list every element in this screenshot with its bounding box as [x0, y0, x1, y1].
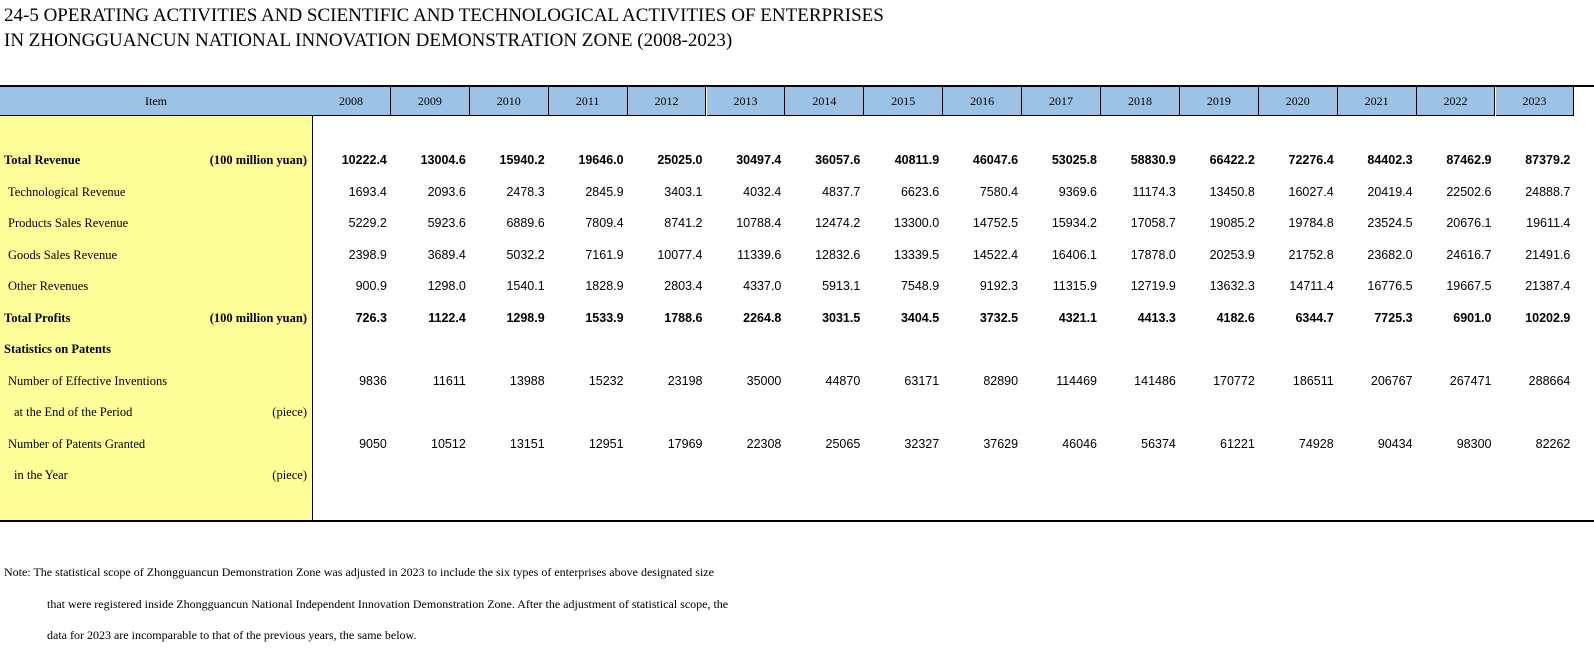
- year-header-2017: 2017: [1022, 87, 1101, 116]
- table-cell: 16776.5: [1367, 279, 1413, 293]
- table-cell: 36057.6: [815, 153, 861, 167]
- table-cell: 900.9: [355, 279, 387, 293]
- table-bottom-rule: [0, 520, 1594, 522]
- table-cell: 4337.0: [743, 279, 782, 293]
- table-cell: 35000: [746, 374, 782, 388]
- table-cell: 14711.4: [1289, 279, 1334, 293]
- table-cell: 3732.5: [979, 311, 1019, 325]
- year-header-2014: 2014: [785, 87, 864, 116]
- table-cell: 17878.0: [1130, 248, 1176, 262]
- table-cell: 25065: [825, 437, 861, 451]
- table-cell: 40811.9: [894, 153, 940, 167]
- table-cell: 6623.6: [900, 185, 940, 199]
- row-unit: (100 million yuan): [209, 153, 307, 167]
- table-cell: 24616.7: [1446, 248, 1492, 262]
- table-cell: 19646.0: [578, 153, 624, 167]
- table-row: [0, 182, 1594, 202]
- table-cell: 46046: [1062, 437, 1097, 451]
- table-cell: 7580.4: [979, 185, 1019, 199]
- table-cell: 4182.6: [1216, 311, 1255, 325]
- row-label: Products Sales Revenue: [8, 216, 129, 230]
- table-cell: 22502.6: [1446, 185, 1492, 199]
- table-cell: 21752.8: [1288, 248, 1334, 262]
- row-unit: (piece): [272, 405, 307, 419]
- row-unit: (piece): [272, 468, 307, 482]
- table-row: [0, 245, 1594, 265]
- table-cell: 19611.4: [1526, 216, 1571, 230]
- table-cell: 13339.5: [894, 248, 940, 262]
- table-cell: 186511: [1292, 374, 1334, 388]
- table-cell: 12951: [588, 437, 624, 451]
- table-cell: 11174.3: [1132, 185, 1176, 199]
- table-cell: 3403.1: [664, 185, 703, 199]
- table-cell: 5913.1: [822, 279, 861, 293]
- table-cell: 10077.4: [657, 248, 703, 262]
- table-cell: 170772: [1213, 374, 1255, 388]
- table-cell: 44870: [825, 374, 861, 388]
- table-cell: 141486: [1134, 374, 1176, 388]
- table-cell: 82890: [983, 374, 1019, 388]
- row-label: Statistics on Patents: [4, 342, 111, 356]
- table-cell: 1533.9: [585, 311, 624, 325]
- table-row: [0, 308, 1594, 328]
- table-cell: 53025.8: [1051, 153, 1097, 167]
- table-row: [0, 276, 1594, 296]
- page-title: [4, 4, 884, 53]
- table-cell: 46047.6: [972, 153, 1019, 167]
- table-cell: 3404.5: [900, 311, 940, 325]
- table-cell: 74928: [1298, 437, 1334, 451]
- year-header-2022: 2022: [1417, 87, 1496, 116]
- table-cell: 2398.9: [348, 248, 387, 262]
- table-cell: 288664: [1528, 374, 1571, 388]
- table-cell: 4413.3: [1137, 311, 1176, 325]
- table-cell: 12474.2: [815, 216, 861, 230]
- year-header-2015: 2015: [864, 87, 943, 116]
- title-line-1: 24-5 OPERATING ACTIVITIES AND SCIENTIFIC AND TECHNOLOGICAL ACTIVITIES OF ENTERPRISES: [4, 5, 884, 26]
- table-cell: 7725.3: [1374, 311, 1413, 325]
- table-cell: 114469: [1056, 374, 1097, 388]
- table-cell: 9836: [359, 374, 387, 388]
- table-row: [0, 213, 1594, 233]
- row-label: in the Year: [14, 468, 68, 482]
- table-cell: 206767: [1370, 374, 1413, 388]
- table-cell: 21491.6: [1525, 248, 1571, 262]
- year-header-2012: 2012: [628, 87, 707, 116]
- table-row: [0, 402, 1594, 422]
- table-cell: 17969: [667, 437, 703, 451]
- table-cell: 2093.6: [427, 185, 466, 199]
- table-row: [0, 371, 1594, 391]
- table-cell: 15232: [588, 374, 624, 388]
- table-cell: 10788.4: [736, 216, 782, 230]
- year-header-2020: 2020: [1259, 87, 1338, 116]
- table-cell: 90434: [1377, 437, 1413, 451]
- table-cell: 13632.3: [1209, 279, 1255, 293]
- row-label: Goods Sales Revenue: [8, 248, 118, 262]
- table-cell: 726.3: [355, 311, 387, 325]
- table-cell: 13450.8: [1209, 185, 1255, 199]
- table-cell: 5923.6: [427, 216, 466, 230]
- year-header-2016: 2016: [943, 87, 1022, 116]
- year-header-2019: 2019: [1180, 87, 1259, 116]
- table-cell: 267471: [1449, 374, 1492, 388]
- table-cell: 20253.9: [1209, 248, 1255, 262]
- table-cell: 10512: [431, 437, 466, 451]
- table-cell: 1693.4: [348, 185, 387, 199]
- table-cell: 25025.0: [657, 153, 703, 167]
- table-cell: 4032.4: [743, 185, 782, 199]
- table-cell: 87379.2: [1525, 153, 1571, 167]
- year-header-2021: 2021: [1338, 87, 1417, 116]
- table-cell: 13988: [509, 374, 545, 388]
- table-cell: 14522.4: [972, 248, 1019, 262]
- table-cell: 9192.3: [979, 279, 1019, 293]
- table-cell: 3031.5: [822, 311, 861, 325]
- table-cell: 7161.9: [585, 248, 624, 262]
- table-cell: 6889.6: [506, 216, 545, 230]
- table-header: [0, 87, 1594, 116]
- table-cell: 23682.0: [1367, 248, 1413, 262]
- table-cell: 14752.5: [972, 216, 1019, 230]
- table-cell: 1540.1: [506, 279, 545, 293]
- table-cell: 7548.9: [900, 279, 940, 293]
- row-label: Other Revenues: [8, 279, 89, 293]
- table-cell: 3689.4: [427, 248, 466, 262]
- table-cell: 22308: [746, 437, 782, 451]
- table-cell: 30497.4: [736, 153, 782, 167]
- table-cell: 23524.5: [1367, 216, 1413, 230]
- table-cell: 19784.8: [1288, 216, 1334, 230]
- row-label: Technological Revenue: [8, 185, 126, 199]
- table-cell: 9050: [359, 437, 387, 451]
- table-cell: 9369.6: [1058, 185, 1097, 199]
- table-cell: 19085.2: [1209, 216, 1255, 230]
- table-cell: 4837.7: [822, 185, 861, 199]
- year-header-2013: 2013: [707, 87, 786, 116]
- table-cell: 63171: [904, 374, 940, 388]
- table-cell: 84402.3: [1367, 153, 1413, 167]
- table-cell: 12832.6: [815, 248, 861, 262]
- table-body: [0, 116, 1594, 520]
- table-cell: 98300: [1456, 437, 1492, 451]
- year-header-2018: 2018: [1101, 87, 1180, 116]
- table-cell: 2845.9: [585, 185, 624, 199]
- table-cell: 13004.6: [420, 153, 466, 167]
- table-cell: 1122.4: [428, 311, 466, 325]
- table-cell: 8741.2: [664, 216, 703, 230]
- table-cell: 13300.0: [894, 216, 940, 230]
- table-cell: 24888.7: [1525, 185, 1571, 199]
- title-line-2: IN ZHONGGUANCUN NATIONAL INNOVATION DEMONSTRATION ZONE (2008-2023): [4, 29, 733, 51]
- table-cell: 16406.1: [1051, 248, 1097, 262]
- row-label: Total Profits: [4, 311, 71, 325]
- table-cell: 17058.7: [1130, 216, 1176, 230]
- year-header-2009: 2009: [391, 87, 470, 116]
- row-label: Number of Patents Granted: [8, 437, 146, 451]
- table-cell: 10222.4: [341, 153, 387, 167]
- table-cell: 2478.3: [506, 185, 545, 199]
- table-cell: 1298.9: [506, 311, 545, 325]
- note-line-3: data for 2023 are incomparable to that of the previous years, the same below.: [47, 628, 417, 642]
- table-cell: 37629: [983, 437, 1019, 451]
- table-cell: 72276.4: [1288, 153, 1334, 167]
- table-row: [0, 339, 1594, 359]
- table-cell: 87462.9: [1446, 153, 1492, 167]
- year-header-2010: 2010: [470, 87, 549, 116]
- item-column-header: Item: [0, 87, 313, 116]
- table-cell: 6901.0: [1453, 311, 1492, 325]
- table-cell: 66422.2: [1209, 153, 1255, 167]
- table-cell: 15934.2: [1051, 216, 1097, 230]
- table-cell: 4321.1: [1058, 311, 1097, 325]
- table-cell: 21387.4: [1525, 279, 1571, 293]
- table-cell: 20419.4: [1367, 185, 1413, 199]
- table-cell: 11611: [432, 374, 466, 388]
- table-cell: 12719.9: [1130, 279, 1176, 293]
- table-cell: 7809.4: [585, 216, 624, 230]
- table-cell: 82262: [1535, 437, 1571, 451]
- row-label: Total Revenue: [4, 153, 81, 167]
- table-cell: 58830.9: [1130, 153, 1176, 167]
- table-cell: 15940.2: [499, 153, 545, 167]
- year-header-2011: 2011: [549, 87, 628, 116]
- row-label: at the End of the Period: [14, 405, 133, 419]
- table-cell: 11315.9: [1052, 279, 1097, 293]
- table-cell: 5229.2: [348, 216, 387, 230]
- table-cell: 16027.4: [1288, 185, 1334, 199]
- table-cell: 61221: [1220, 437, 1255, 451]
- table-row: [0, 434, 1594, 454]
- table-cell: 19667.5: [1446, 279, 1492, 293]
- year-header-2008: 2008: [312, 87, 391, 116]
- row-unit: (100 million yuan): [209, 311, 307, 325]
- table-cell: 1298.0: [427, 279, 466, 293]
- table-cell: 10202.9: [1525, 311, 1571, 325]
- row-label: Number of Effective Inventions: [8, 374, 168, 388]
- table-cell: 1828.9: [585, 279, 624, 293]
- table-cell: 11339.6: [737, 248, 782, 262]
- table-cell: 5032.2: [506, 248, 545, 262]
- table-cell: 56374: [1141, 437, 1176, 451]
- table-cell: 32327: [904, 437, 940, 451]
- year-header-2023: 2023: [1496, 87, 1575, 116]
- table-row: [0, 465, 1594, 485]
- table-row: [0, 150, 1594, 170]
- table-cell: 23198: [667, 374, 703, 388]
- table-cell: 20676.1: [1446, 216, 1492, 230]
- table-cell: 1788.6: [664, 311, 703, 325]
- note-line-1: Note: The statistical scope of Zhongguancun Demonstration Zone was adjusted in 2023 to include the six types of enterprises above designated size: [4, 565, 714, 579]
- note-line-2: that were registered inside Zhongguancun National Independent Innovation Demonstration Zone. After the adjustment of statistical scope, the: [47, 597, 729, 611]
- table-cell: 2264.8: [743, 311, 782, 325]
- table-cell: 13151: [509, 437, 545, 451]
- table-cell: 6344.7: [1295, 311, 1334, 325]
- table-cell: 2803.4: [664, 279, 703, 293]
